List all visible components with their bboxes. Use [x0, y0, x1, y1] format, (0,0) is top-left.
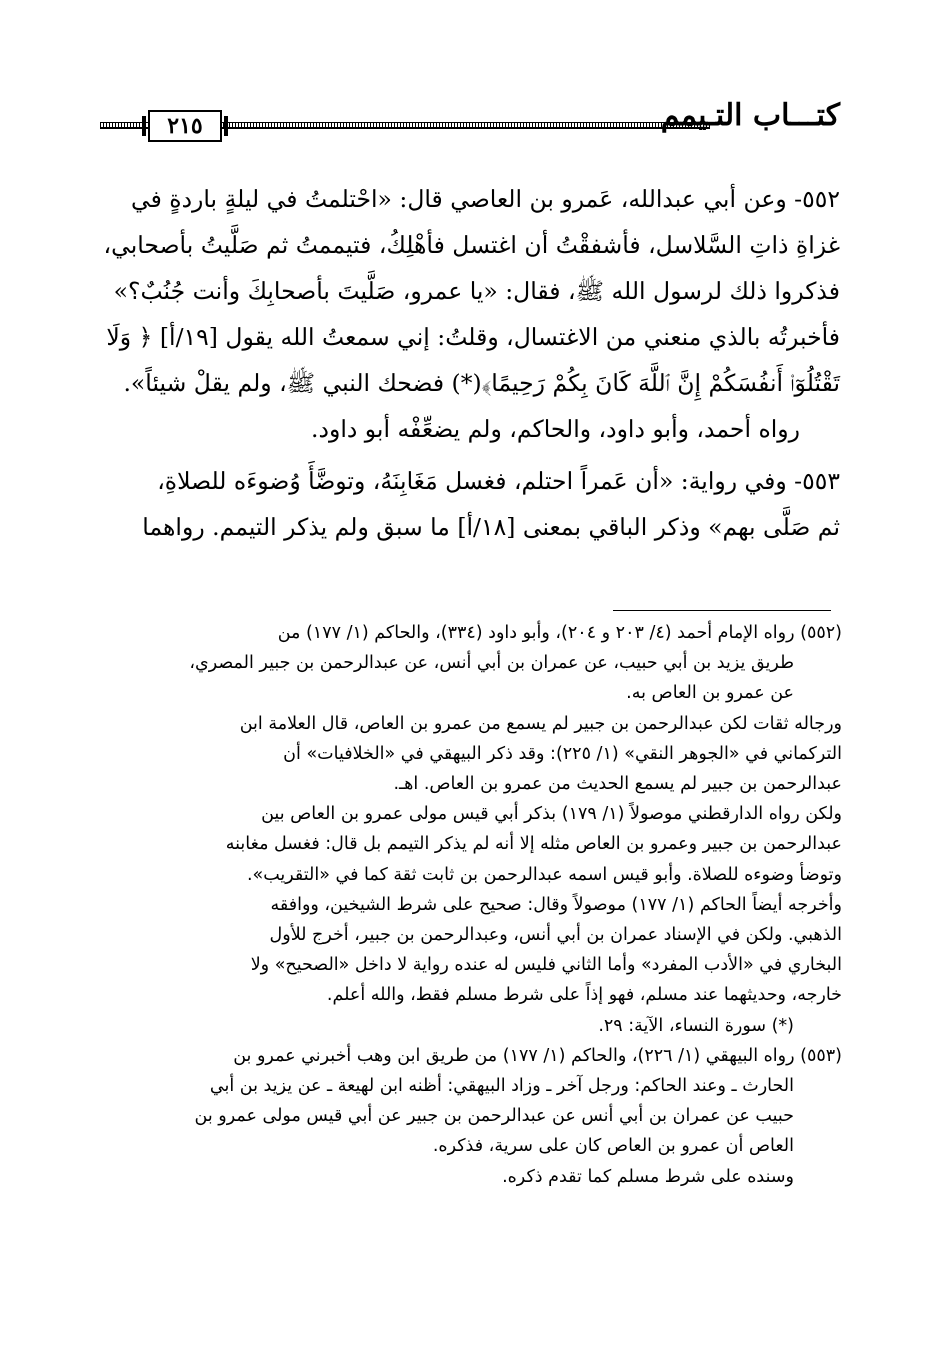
footnote-line: (*) سورة النساء، الآية: ٢٩.	[598, 1015, 794, 1036]
text-line: تَقْتُلُوٓا۟ أَنفُسَكُمْ إِنَّ ٱللَّهَ كَانَ بِكُمْ رَحِيمًا﴾(*) فضحك النبي ﷺ، ولم يقلْ شيئاً».	[123, 369, 840, 397]
footnote-552	[100, 618, 842, 709]
footnote-line: التركماني في «الجوهر النقي» (١/ ٢٢٥): وقد ذكر البيهقي في «الخلافيات» أن	[283, 743, 842, 764]
main-text	[100, 176, 840, 550]
text-line: فأخبرتُه بالذي منعني من الاغتسال، وقلتُ: إني سمعتُ الله يقول [١٩/أ] ﴿ وَلَا	[106, 323, 840, 351]
footnote-line: (٥٥٣) رواه البيهقي (١/ ٢٢٦)، والحاكم (١/ ١٧٧) من طريق ابن وهب أخبرني عمرو بن	[233, 1045, 842, 1066]
footnote-line: عن عمرو بن العاص به.	[626, 683, 794, 704]
footnote-553	[100, 1041, 842, 1162]
footnote-line: عبدالرحمن بن جبير وعمرو بن العاص مثله إلا أنه لم يذكر التيمم بل قال: فغسل مغابنه	[225, 834, 842, 855]
page-header	[100, 96, 840, 144]
page-number: ٢١٥	[148, 110, 222, 142]
footnote-line: البخاري في «الأدب المفرد» وأما الثاني فليس له عنده رواية لا داخل «الصحيح» ولا	[250, 955, 842, 976]
footnote-line: عبدالرحمن بن جبير لم يسمع الحديث من عمرو بن العاص. اهـ.	[393, 774, 842, 795]
hadith-553	[100, 458, 840, 550]
footnote-star	[100, 1011, 842, 1041]
text-line: فذكروا ذلك لرسول الله ﷺ، فقال: «يا عمرو، صَلَّيتَ بأصحابِكَ وأنت جُنُبٌ؟»	[113, 277, 840, 305]
footnote-line: وتوضأ وضوءه للصلاة. وأبو قيس اسمه عبدالرحمن بن ثابت ثقة كما في «التقريب».	[246, 864, 842, 885]
footnotes	[100, 618, 842, 1192]
footnote-line: ولكن رواه الدارقطني موصولاً (١/ ١٧٩) بذكر أبي قيس مولى عمرو بن العاص بين	[261, 804, 842, 825]
text-line: ثم صَلَّى بهم» وذكر الباقي بمعنى [١٨/أ] ما سبق ولم يذكر التيمم. رواهما	[142, 513, 840, 541]
footnote-line: حبيب عن عمران بن أبي أنس عن عبدالرحمن بن جبير عن أبي قيس مولى عمرو بن	[194, 1106, 794, 1127]
footnote-line: الذهبي. ولكن في الإسناد عمران بن أبي أنس، وعبدالرحمن بن جبير، أخرج للأول	[269, 925, 842, 946]
hadith-552-source	[100, 406, 840, 452]
footnote-line: الحارث ـ وعند الحاكم: ورجل آخر ـ وزاد البيهقي: أظنه ابن لهيعة ـ عن يزيد بن أبي	[209, 1076, 794, 1097]
text-line: ٥٥٢- وعن أبي عبدالله، عَمرو بن العاصي قال: «احْتلمتُ في ليلةٍ باردةٍ في	[130, 185, 840, 213]
text-line: غزاةِ ذاتِ السَّلاسل، فأشفقْتُ أن اغتسل فأهْلِكُ، فتيممتُ ثم صَلَّيتُ بأصحابي،	[103, 231, 840, 259]
footnote-line: وسنده على شرط مسلم كما تقدم ذكره.	[502, 1166, 794, 1187]
chapter-title: كتـــاب التـيمم	[660, 98, 840, 133]
footnote-552-para4	[100, 890, 842, 1011]
footnote-line: خارجه، وحديثهما عند مسلم، فهو إذاً على شرط مسلم فقط، والله أعلم.	[326, 985, 842, 1006]
footnote-552-para3	[100, 799, 842, 890]
footnote-line: طريق يزيد بن أبي حبيب، عن عمران بن أبي أنس، عن عبدالرحمن بن جبير المصري،	[189, 653, 794, 674]
footnote-line: العاص أن عمرو بن العاص كان على سرية، فذكره.	[432, 1136, 794, 1157]
footnote-line: ورجاله ثقات لكن عبدالرحمن بن جبير لم يسمع من عمرو بن العاص، قال العلامة ابن	[239, 713, 842, 734]
footnote-line: (٥٥٢) رواه الإمام أحمد (٤/ ٢٠٣ و ٢٠٤)، وأبو داود (٣٣٤)، والحاكم (١/ ١٧٧) من	[277, 623, 842, 643]
footnote-553-para2	[100, 1162, 842, 1192]
footnote-separator	[613, 610, 831, 611]
hadith-552	[100, 176, 840, 406]
footnote-552-para2	[100, 709, 842, 800]
footnote-line: وأخرجه أيضاً الحاكم (١/ ١٧٧) موصولاً وقال: صحيح على شرط الشيخين، ووافقه	[270, 894, 842, 915]
text-line: رواه أحمد، وأبو داود، والحاكم، ولم يضعِّفْه أبو داود.	[311, 415, 800, 443]
text-line: ٥٥٣- وفي رواية: «أن عَمراً احتلم، فغسل مَغَابِنَهُ، وتوضَّأَ وُضوءَه للصلاةِ،	[157, 467, 840, 495]
